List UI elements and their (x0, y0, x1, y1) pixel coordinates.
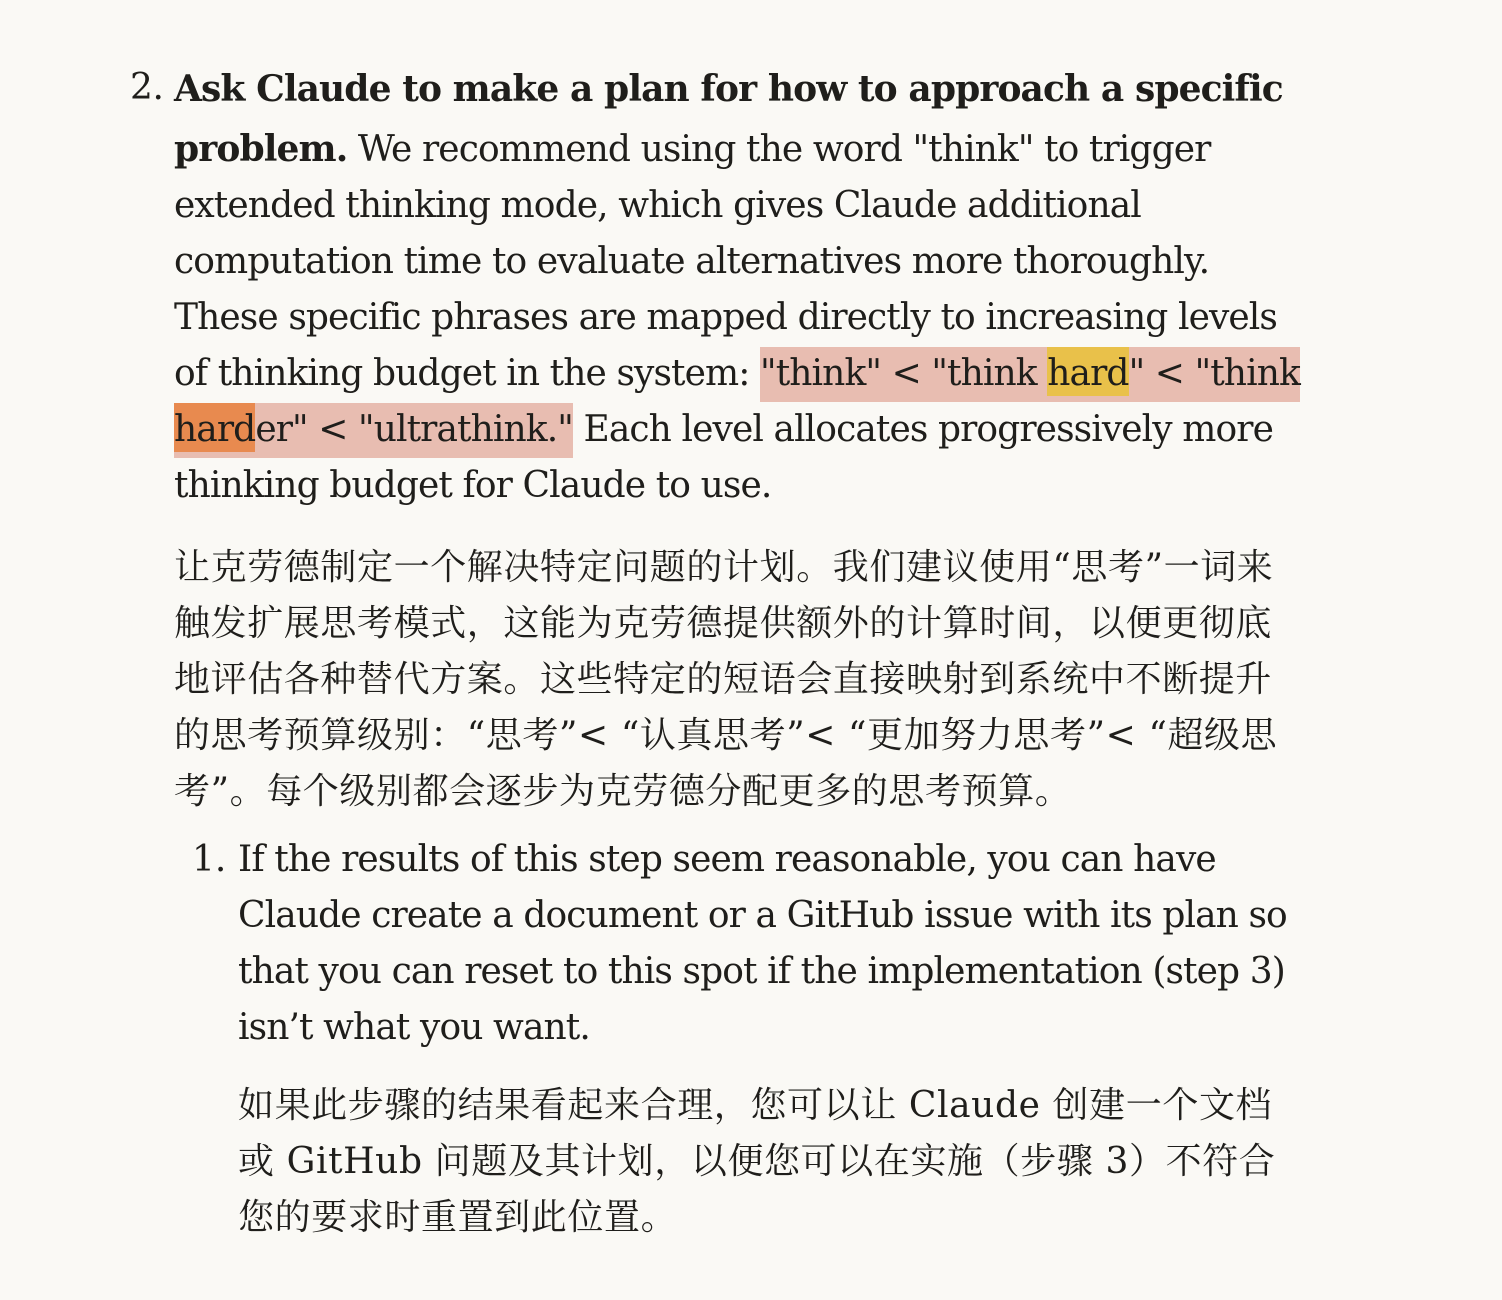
highlight-hard: hard (1047, 347, 1128, 396)
text-segment: of thinking budget in the system: (174, 353, 761, 394)
zh-line: 让克劳德制定一个解决特定问题的计划。我们建议使用“思考”一词来 (174, 547, 1274, 588)
sub-line: Claude create a document or a GitHub issue with its plan so (238, 895, 1287, 936)
zh-line: 考”。每个级别都会逐步为克劳德分配更多的思考预算。 (174, 771, 1072, 812)
bold-heading-part1: Ask Claude to make a plan for how to approach a specific (174, 68, 1283, 110)
sub-zh-line: 或 GitHub 问题及其计划，以便您可以在实施（步骤 3）不符合 (238, 1141, 1276, 1182)
highlight-hard-2: hard (174, 403, 255, 452)
text-segment: We recommend using the word "think" to trigger (347, 129, 1211, 170)
sub-english-paragraph (238, 832, 1358, 1056)
zh-line: 的思考预算级别：“思考”< “认真思考”< “更加努力思考”< “超级思 (174, 715, 1278, 756)
highlight-think-levels-cont (174, 403, 573, 458)
sub-zh-line: 如果此步骤的结果看起来合理，您可以让 Claude 创建一个文档 (238, 1085, 1273, 1126)
line-5: These specific phrases are mapped directly to increasing levels (174, 297, 1277, 338)
zh-line: 触发扩展思考模式，这能为克劳德提供额外的计算时间，以便更彻底 (174, 603, 1273, 644)
sub-list-item-body (238, 832, 1358, 1238)
sub-line: that you can reset to this spot if the implementation (step 3) (238, 951, 1285, 992)
sub-chinese-paragraph (238, 1078, 1275, 1246)
list-number: 2. (130, 67, 164, 108)
zh-line: 地评估各种替代方案。这些特定的短语会直接映射到系统中不断提升 (174, 659, 1273, 700)
bold-heading-part2: problem. (174, 128, 348, 170)
sub-list-number: 1. (192, 839, 227, 880)
line-6 (174, 346, 1389, 402)
highlight-think-levels (760, 347, 1300, 402)
line-2 (174, 121, 1389, 178)
highlight-segment: "think" < "think (760, 353, 1048, 394)
line-8: thinking budget for Claude to use. (174, 465, 772, 506)
highlight-segment: " < "think (1128, 353, 1300, 394)
text-segment: Each level allocates progressively more (572, 409, 1273, 450)
line-4: computation time to evaluate alternatives more thoroughly. (174, 241, 1210, 282)
sub-zh-line: 您的要求时重置到此位置。 (238, 1197, 678, 1238)
line-7 (174, 402, 1389, 458)
chinese-paragraph (174, 540, 1389, 820)
highlight-segment: er" < "ultrathink." (255, 409, 573, 450)
english-paragraph (174, 58, 1389, 514)
line-1 (174, 58, 1389, 121)
line-3: extended thinking mode, which gives Claude additional (174, 185, 1141, 226)
sub-line: If the results of this step seem reasonable, you can have (238, 839, 1216, 880)
sub-line: isn’t what you want. (238, 1007, 590, 1048)
